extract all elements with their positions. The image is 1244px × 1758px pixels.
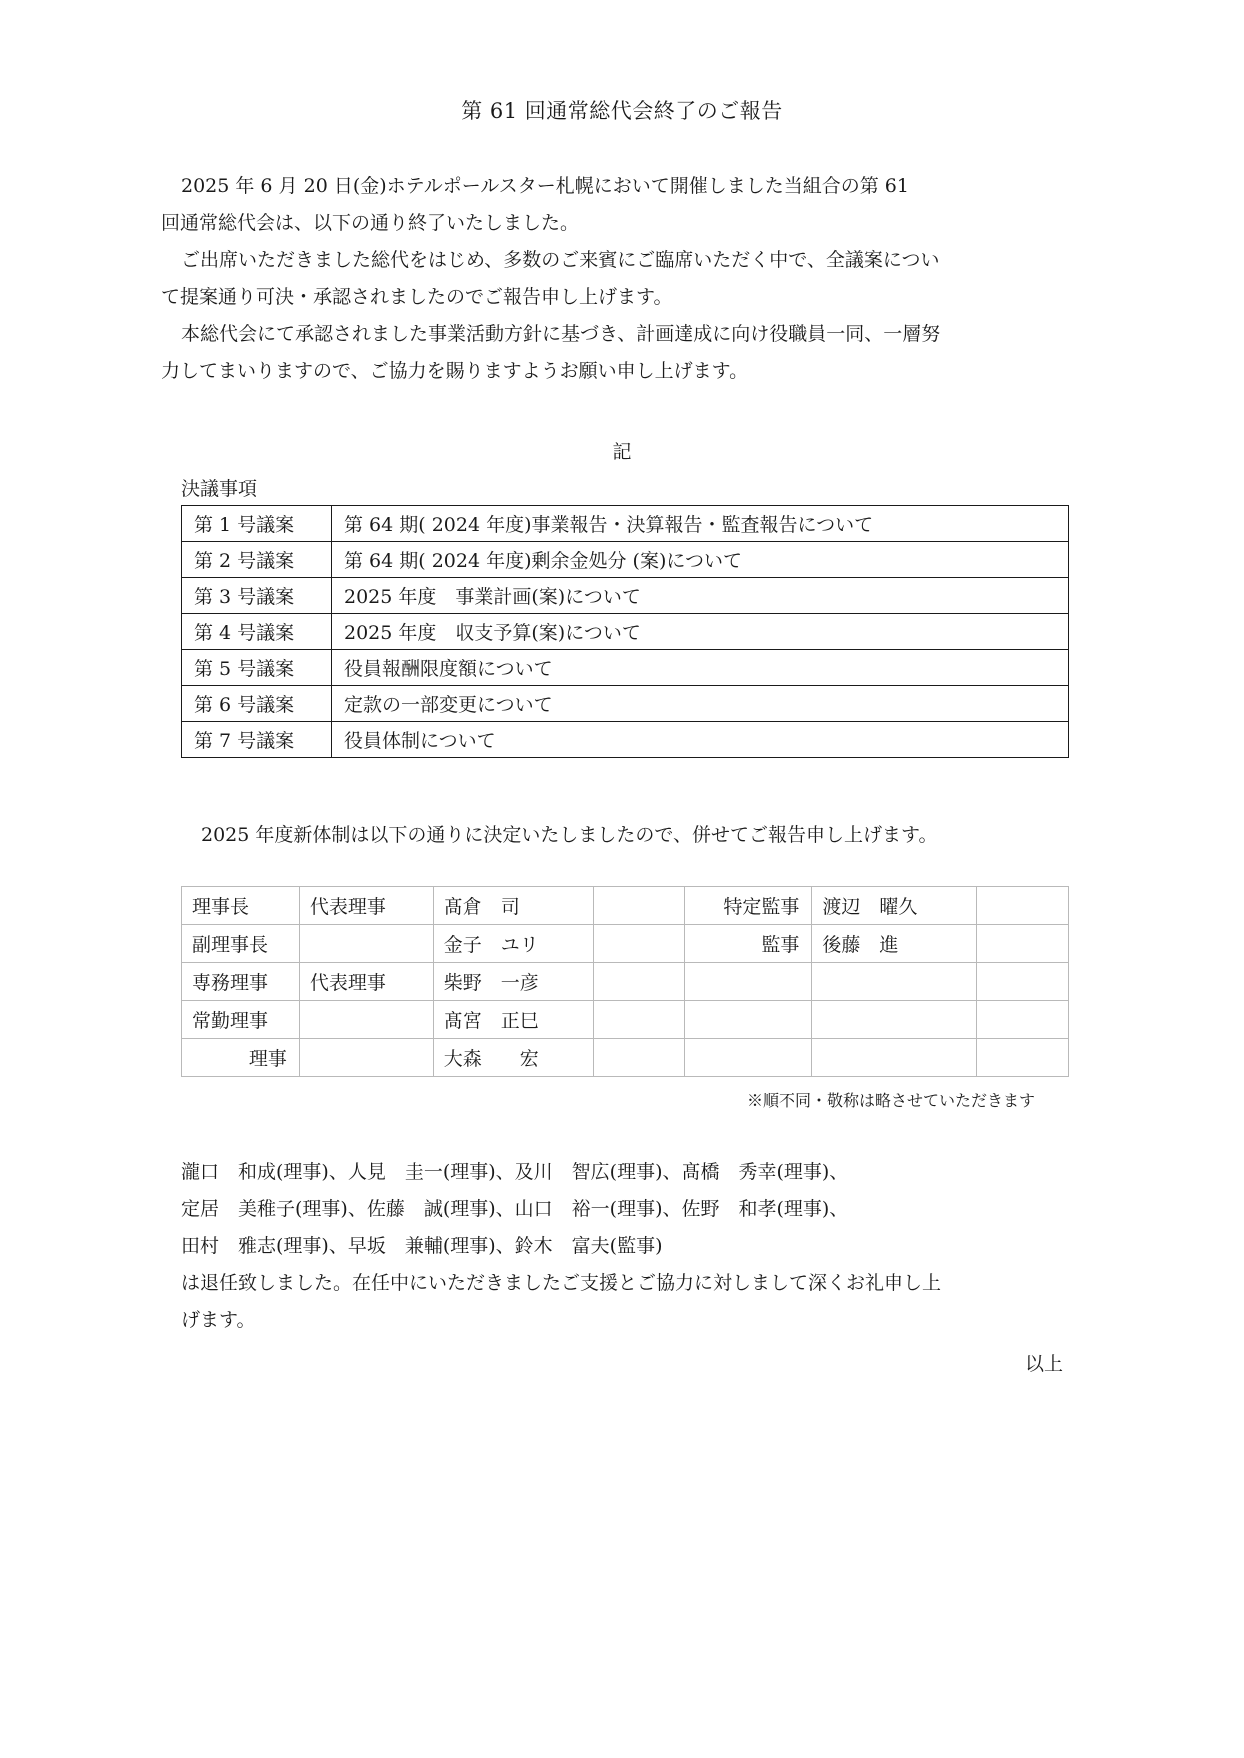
officer-name: 大森 宏 [433, 1039, 593, 1077]
officer-extra [977, 1001, 1069, 1039]
retired-line: 田村 雅志(理事)、早坂 兼輔(理事)、鈴木 富夫(監事) [181, 1235, 663, 1257]
officer-blank [593, 925, 685, 963]
officer-name: 金子 ユリ [433, 925, 593, 963]
officer-title: 副理事長 [182, 925, 300, 963]
intro-line: 回通常総代会は、以下の通り終了いたしました。 [161, 212, 580, 234]
motion-number: 第 1 号議案 [182, 506, 332, 542]
officer-role [299, 1039, 433, 1077]
table-row [182, 578, 1069, 614]
motion-subject: 役員体制について [332, 722, 1069, 758]
officer-extra [977, 925, 1069, 963]
auditor-title [685, 963, 812, 1001]
table-row [182, 506, 1069, 542]
table-row [182, 542, 1069, 578]
officer-blank [593, 1001, 685, 1039]
retired-line: げます。 [181, 1309, 256, 1331]
motion-number: 第 5 号議案 [182, 650, 332, 686]
motion-subject: 定款の一部変更について [332, 686, 1069, 722]
officer-role [299, 925, 433, 963]
motion-number: 第 4 号議案 [182, 614, 332, 650]
officer-title: 専務理事 [182, 963, 300, 1001]
new-structure-line: 2025 年度新体制は以下の通りに決定いたしましたので、併せてご報告申し上げます。 [201, 824, 938, 846]
auditor-name: 渡辺 曜久 [812, 887, 977, 925]
resolutions-heading: 決議事項 [181, 478, 258, 500]
order-note: ※順不同・敬称は略させていただきます [746, 1091, 1035, 1110]
intro-line: 本総代会にて承認されました事業活動方針に基づき、計画達成に向け役職員一同、一層努 [181, 323, 941, 345]
officers-table [181, 886, 1069, 1077]
officer-title: 理事 [182, 1039, 300, 1077]
motion-subject: 第 64 期( 2024 年度)剰余金処分 (案)について [332, 542, 1069, 578]
table-row [182, 887, 1069, 925]
retired-line: は退任致しました。在任中にいただきましたご支援とご協力に対しまして深くお礼申し上 [181, 1272, 942, 1294]
auditor-name [812, 963, 977, 1001]
officer-name: 柴野 一彦 [433, 963, 593, 1001]
officer-blank [593, 1039, 685, 1077]
auditor-title: 監事 [685, 925, 812, 963]
motion-subject: 役員報酬限度額について [332, 650, 1069, 686]
intro-line: 2025 年 6 月 20 日(金)ホテルポールスター札幌において開催しました当組合の第 61 [181, 175, 909, 197]
table-row [182, 963, 1069, 1001]
auditor-title [685, 1039, 812, 1077]
retired-line: 瀧口 和成(理事)、人見 圭一(理事)、及川 智広(理事)、髙橋 秀幸(理事)、 [181, 1161, 849, 1183]
motion-number: 第 3 号議案 [182, 578, 332, 614]
officer-blank [593, 887, 685, 925]
intro-line: 力してまいりますので、ご協力を賜りますようお願い申し上げます。 [161, 360, 749, 382]
officer-role: 代表理事 [299, 887, 433, 925]
table-row [182, 614, 1069, 650]
motion-number: 第 2 号議案 [182, 542, 332, 578]
officer-title: 常勤理事 [182, 1001, 300, 1039]
table-row [182, 1001, 1069, 1039]
auditor-name [812, 1001, 977, 1039]
officer-blank [593, 963, 685, 1001]
intro-line: て提案通り可決・承認されましたのでご報告申し上げます。 [161, 286, 673, 308]
auditor-name: 後藤 進 [812, 925, 977, 963]
motion-number: 第 6 号議案 [182, 686, 332, 722]
table-row [182, 686, 1069, 722]
motions-table [181, 505, 1069, 758]
auditor-title: 特定監事 [685, 887, 812, 925]
officer-name: 髙宮 正巳 [433, 1001, 593, 1039]
officer-role: 代表理事 [299, 963, 433, 1001]
table-row [182, 650, 1069, 686]
officer-name: 髙倉 司 [433, 887, 593, 925]
motion-number: 第 7 号議案 [182, 722, 332, 758]
officer-title: 理事長 [182, 887, 300, 925]
officer-role [299, 1001, 433, 1039]
intro-line: ご出席いただきました総代をはじめ、多数のご来賓にご臨席いただく中で、全議案につい [181, 249, 940, 271]
motion-subject: 2025 年度 収支予算(案)について [332, 614, 1069, 650]
table-row [182, 925, 1069, 963]
closing-mark: 以上 [1024, 1353, 1063, 1375]
table-row [182, 722, 1069, 758]
auditor-name [812, 1039, 977, 1077]
motion-subject: 第 64 期( 2024 年度)事業報告・決算報告・監査報告について [332, 506, 1069, 542]
officer-extra [977, 887, 1069, 925]
document-title: 第 61 回通常総代会終了のご報告 [461, 99, 783, 123]
officer-extra [977, 1039, 1069, 1077]
motion-subject: 2025 年度 事業計画(案)について [332, 578, 1069, 614]
auditor-title [685, 1001, 812, 1039]
ki-heading: 記 [612, 441, 632, 463]
intro-paragraphs [161, 168, 1081, 390]
table-row [182, 1039, 1069, 1077]
officer-extra [977, 963, 1069, 1001]
retired-paragraph [181, 1154, 1081, 1339]
retired-line: 定居 美稚子(理事)、佐藤 誠(理事)、山口 裕一(理事)、佐野 和孝(理事)、 [181, 1198, 849, 1220]
